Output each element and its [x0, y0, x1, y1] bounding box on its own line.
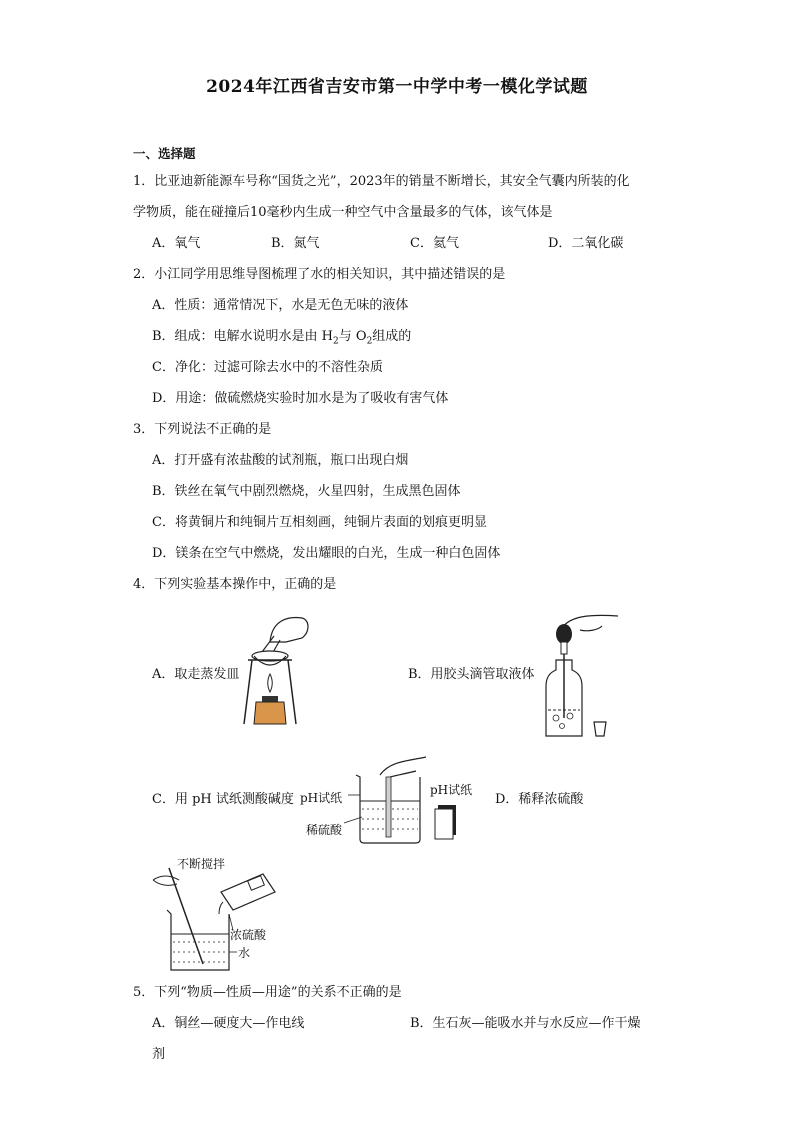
q2-option-d: D．用途：做硫燃烧实验时加水是为了吸收有害气体: [152, 391, 449, 406]
q1-option-a: A．氧气: [152, 236, 201, 251]
q3-option-b: B．铁丝在氧气中剧烈燃烧，火星四射，生成黑色固体: [152, 484, 461, 499]
q3-stem: 3．下列说法不正确的是: [133, 422, 272, 437]
label-ph-paper-2: pH试纸: [430, 783, 473, 797]
label-dilute-acid: 稀硫酸: [306, 823, 343, 837]
page-title: 2024年江西省吉安市第一中学中考一模化学试题: [206, 77, 588, 97]
figure-evaporating-dish: [240, 612, 315, 732]
q1-option-b: B．氮气: [271, 236, 320, 251]
q2-option-b: B．组成：电解水说明水是由 $H_2$与 $O_2$组成的: [152, 329, 412, 347]
q4-stem: 4．下列实验基本操作中，正确的是: [133, 577, 337, 592]
label-water: 水: [238, 946, 251, 960]
q2-option-c: C．净化：过滤可除去水中的不溶性杂质: [152, 360, 383, 375]
section-heading: 一、选择题: [133, 146, 196, 161]
q1-option-c: C．氦气: [410, 236, 459, 251]
q5-option-b-continued: 剂: [152, 1047, 166, 1062]
q3-option-a: A．打开盛有浓盐酸的试剂瓶，瓶口出现白烟: [152, 453, 409, 468]
label-stir: 不断搅拌: [177, 857, 226, 871]
q2-option-a: A．性质：通常情况下，水是无色无味的液体: [152, 298, 409, 313]
label-conc-acid: 浓硫酸: [230, 928, 267, 942]
q3-option-d: D．镁条在空气中燃烧，发出耀眼的白光，生成一种白色固体: [152, 546, 501, 561]
q4-option-b: B．用胶头滴管取液体: [408, 667, 535, 682]
q4-option-a: A．取走蒸发皿: [152, 667, 240, 682]
figure-ph-test: [350, 755, 473, 850]
q5-option-b: B．生石灰—能吸水并与水反应—作干燥: [410, 1016, 641, 1031]
q4-option-c: C．用 pH 试纸测酸碱度: [152, 792, 294, 807]
q2-stem: 2．小江同学用思维导图梳理了水的相关知识，其中描述错误的是: [133, 267, 506, 282]
label-ph-paper: pH试纸: [300, 791, 343, 805]
q1-line2: 学物质，能在碰撞后10毫秒内生成一种空气中含量最多的气体，该气体是: [133, 205, 553, 220]
q1-option-d: D．二氧化碳: [548, 236, 624, 251]
q5-stem: 5．下列“物质—性质—用途”的关系不正确的是: [133, 985, 402, 1000]
q3-option-c: C．将黄铜片和纯铜片互相刻画，纯铜片表面的划痕更明显: [152, 515, 487, 530]
q5-option-a: A．铜丝—硬度大—作电线: [152, 1016, 305, 1031]
q4-option-d: D．稀释浓硫酸: [495, 792, 584, 807]
q1-line1: 1．比亚迪新能源车号称“国货之光”，2023年的销量不断增长，其安全气囊内所装的化: [133, 174, 630, 189]
figure-dropper-bottle: [540, 610, 625, 745]
